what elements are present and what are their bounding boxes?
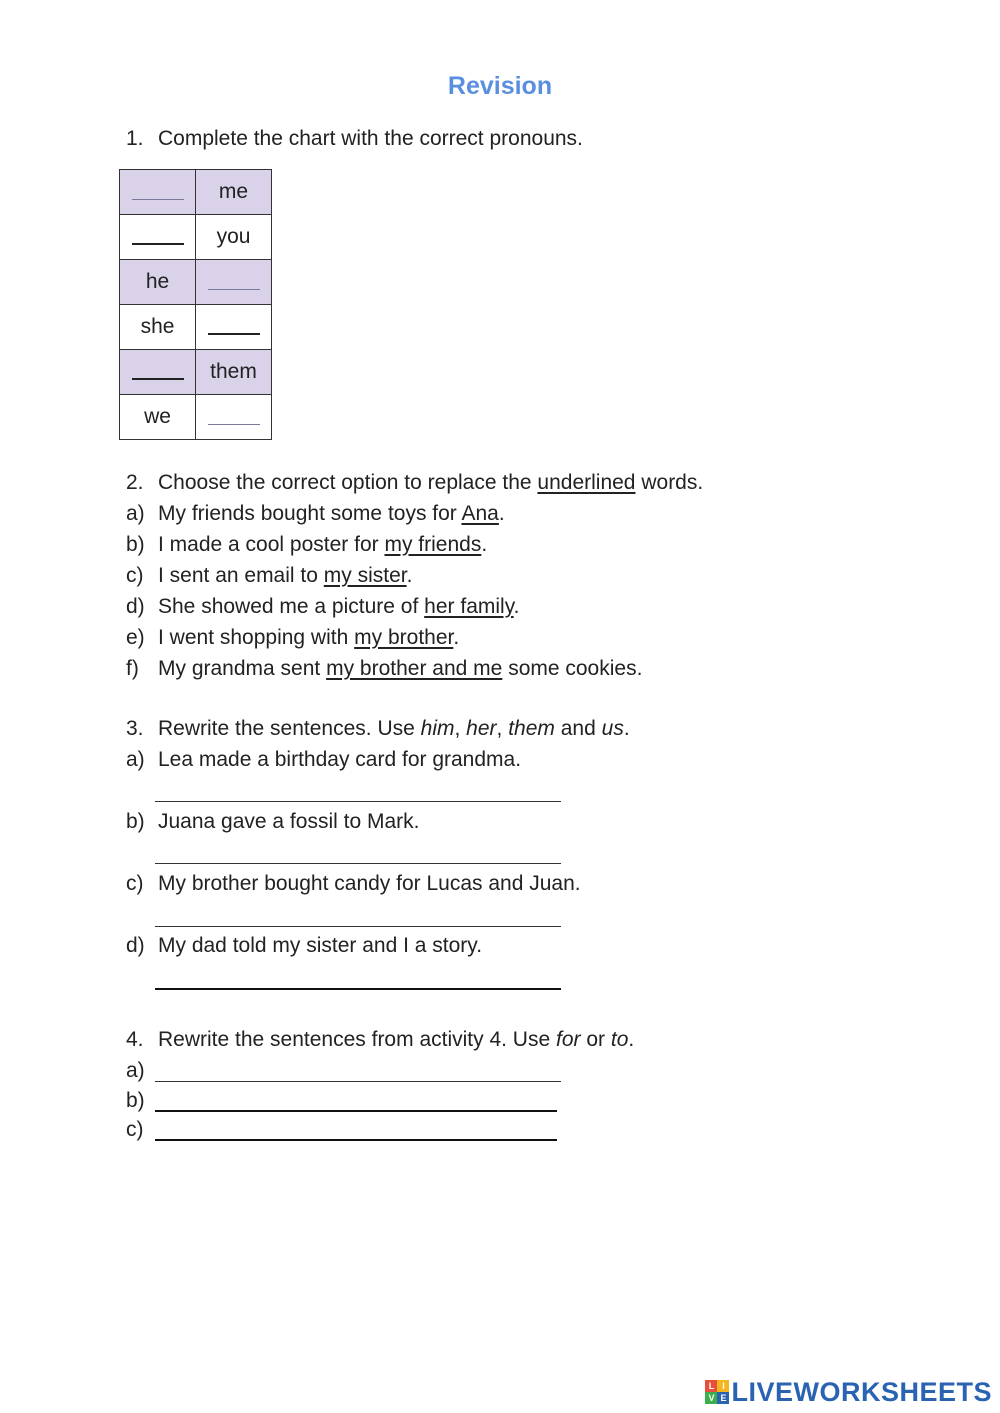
chart-row [120, 305, 272, 350]
keyword: to [610, 1028, 629, 1051]
answer-blank[interactable] [132, 358, 184, 380]
item-text: She showed me a picture of [158, 595, 419, 618]
item-label: a) [126, 748, 145, 771]
item-text-end: . [481, 533, 488, 556]
conjunction: and [560, 717, 596, 740]
question-number: 1. [126, 127, 144, 150]
list-item [126, 563, 412, 589]
answer-line[interactable] [155, 988, 561, 990]
logo-text: LIVEWORKSHEETS [731, 1376, 992, 1407]
question-4 [126, 1027, 634, 1053]
chart-cell-blank[interactable] [120, 350, 196, 395]
item-text: My grandma sent [158, 657, 321, 680]
list-item [126, 656, 642, 682]
item-text: I went shopping with [158, 626, 349, 649]
answer-line[interactable] [155, 801, 561, 802]
item-text: I sent an email to [158, 564, 318, 587]
question-1 [126, 126, 583, 152]
question-2 [126, 470, 703, 496]
answer-line[interactable] [155, 1139, 557, 1141]
item-text: My dad told my sister and I a story. [158, 934, 483, 957]
list-item [126, 594, 519, 620]
logo-mark-cell: L [705, 1380, 717, 1392]
list-item [126, 1088, 158, 1114]
item-text: Juana gave a fossil to Mark. [158, 810, 420, 833]
separator: . [623, 717, 630, 740]
separator: . [628, 1028, 635, 1051]
item-label: e) [126, 626, 145, 649]
item-label: f) [126, 657, 139, 680]
chart-cell: she [120, 305, 196, 350]
question-number: 3. [126, 717, 144, 740]
chart-cell: you [196, 215, 272, 260]
answer-blank[interactable] [132, 179, 184, 200]
item-text: Lea made a birthday card for grandma. [158, 748, 522, 771]
list-item [126, 933, 482, 959]
keyword: them [508, 717, 555, 740]
logo-mark-cell: I [717, 1380, 729, 1392]
logo-mark-icon [705, 1380, 729, 1404]
item-text: My brother bought candy for Lucas and Juan. [158, 872, 581, 895]
question-number: 4. [126, 1028, 144, 1051]
item-underlined: my brother and me [326, 657, 503, 680]
item-text-end: some cookies. [508, 657, 643, 680]
answer-blank[interactable] [132, 223, 184, 245]
list-item [126, 532, 487, 558]
keyword: us [601, 717, 624, 740]
item-label: d) [126, 595, 145, 618]
answer-blank[interactable] [208, 313, 260, 335]
logo-mark-cell: V [705, 1392, 717, 1404]
item-text-end: . [406, 564, 413, 587]
question-3 [126, 716, 630, 742]
list-item [126, 501, 505, 527]
chart-cell: he [120, 260, 196, 305]
chart-row [120, 395, 272, 440]
separator: , [496, 717, 503, 740]
item-label: a) [126, 1059, 145, 1082]
liveworksheets-logo[interactable] [705, 1377, 992, 1407]
question-text: words. [641, 471, 704, 494]
chart-cell: we [120, 395, 196, 440]
item-underlined: my sister [323, 564, 407, 587]
item-text-end: . [513, 595, 520, 618]
answer-blank[interactable] [208, 404, 260, 425]
item-text-end: . [498, 502, 505, 525]
item-label: b) [126, 1089, 145, 1112]
item-label: b) [126, 533, 145, 556]
list-item [126, 625, 459, 651]
item-label: c) [126, 564, 144, 587]
list-item [126, 871, 581, 897]
list-item [126, 1058, 158, 1084]
item-underlined: my friends [384, 533, 482, 556]
chart-cell: me [196, 170, 272, 215]
item-label: a) [126, 502, 145, 525]
keyword: her [466, 717, 497, 740]
item-underlined: my brother [354, 626, 454, 649]
answer-line[interactable] [155, 1081, 561, 1082]
page-title: Revision [447, 72, 553, 100]
chart-cell-blank[interactable] [120, 170, 196, 215]
chart-cell-blank[interactable] [196, 305, 272, 350]
item-label: b) [126, 810, 145, 833]
question-text: Complete the chart with the correct pronouns. [158, 127, 583, 150]
chart-row [120, 215, 272, 260]
chart-cell-blank[interactable] [196, 260, 272, 305]
question-text-underlined: underlined [537, 471, 636, 494]
item-underlined: Ana [461, 502, 499, 525]
item-label: c) [126, 872, 144, 895]
chart-row [120, 260, 272, 305]
chart-row [120, 350, 272, 395]
item-text-end: . [453, 626, 460, 649]
conjunction: or [586, 1028, 606, 1051]
pronoun-chart [119, 169, 272, 440]
question-text: Rewrite the sentences from activity 4. Use [158, 1028, 551, 1051]
item-underlined: her family [424, 595, 514, 618]
chart-cell-blank[interactable] [196, 395, 272, 440]
keyword: him [420, 717, 455, 740]
answer-line[interactable] [155, 1110, 557, 1112]
item-label: c) [126, 1118, 144, 1141]
question-number: 2. [126, 471, 144, 494]
chart-row [120, 170, 272, 215]
answer-line[interactable] [155, 926, 561, 927]
question-text: Rewrite the sentences. Use [158, 717, 415, 740]
list-item [126, 809, 419, 835]
question-text: Choose the correct option to replace the [158, 471, 532, 494]
list-item [126, 1117, 158, 1143]
answer-blank[interactable] [208, 269, 260, 290]
keyword: for [556, 1028, 581, 1051]
item-text: I made a cool poster for [158, 533, 379, 556]
separator: , [454, 717, 461, 740]
chart-cell-blank[interactable] [120, 215, 196, 260]
list-item [126, 747, 521, 773]
answer-line[interactable] [155, 863, 561, 864]
item-text: My friends bought some toys for [158, 502, 457, 525]
logo-mark-cell: E [717, 1392, 729, 1404]
chart-cell: them [196, 350, 272, 395]
item-label: d) [126, 934, 145, 957]
